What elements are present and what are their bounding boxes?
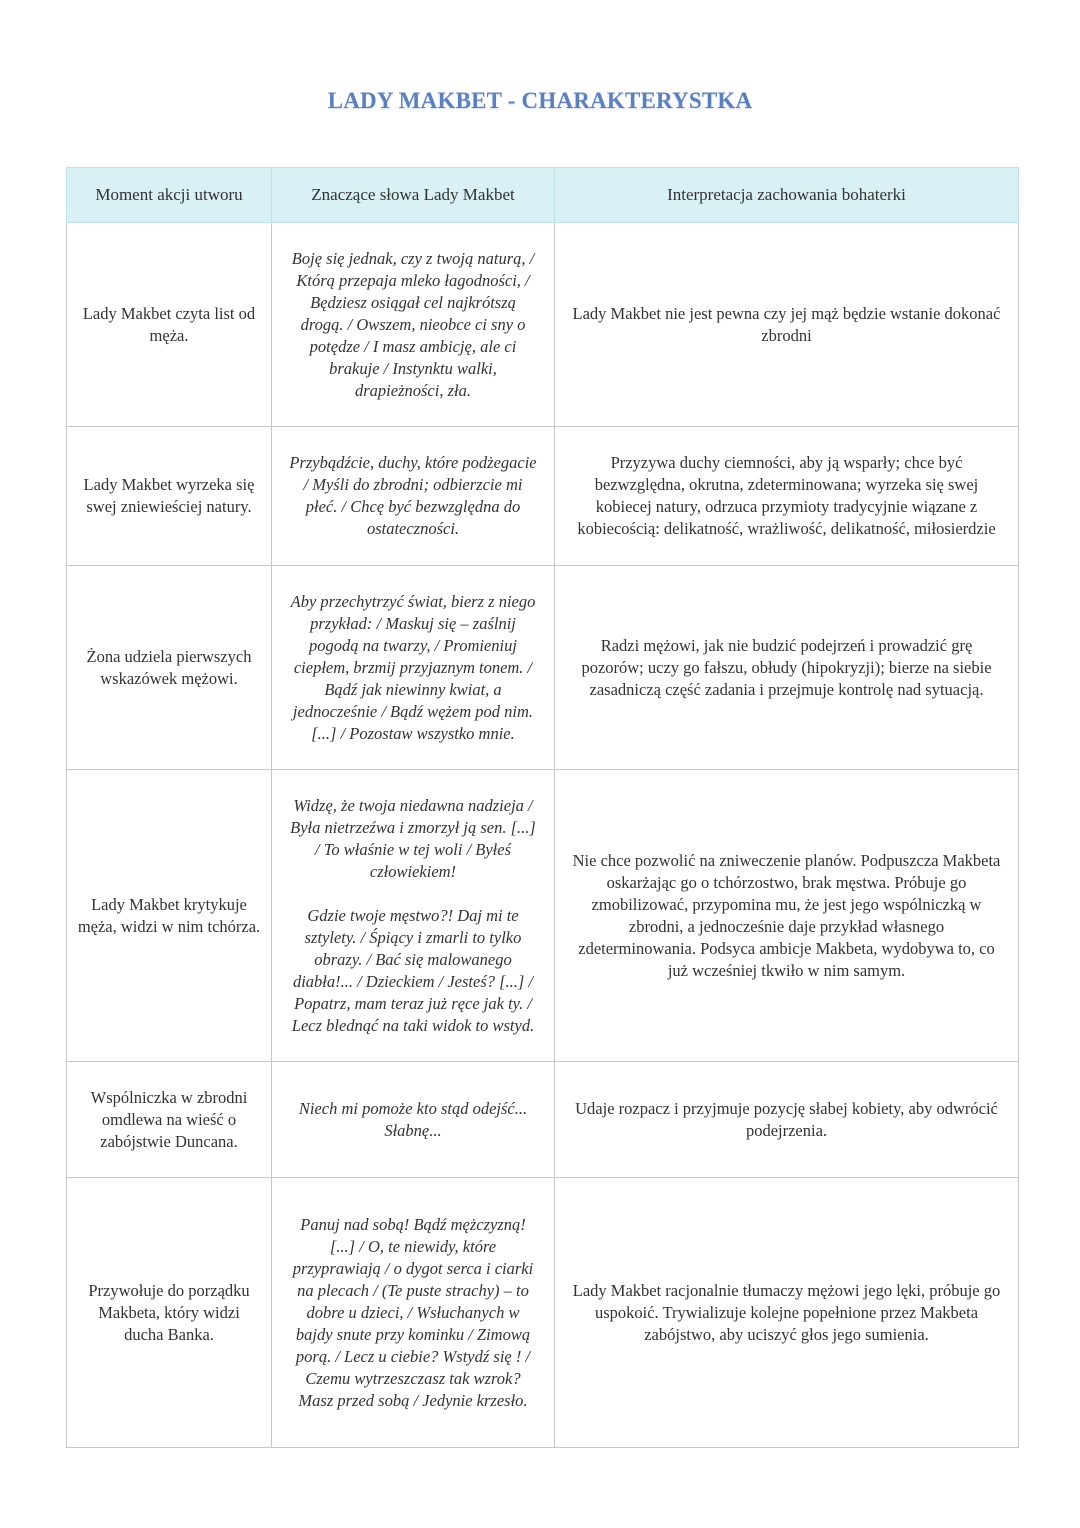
moment-cell: Lady Makbet czyta list od męża. [67,223,272,427]
interpretation-cell: Przyzywa duchy ciemności, aby ją wsparły; chce być bezwzględna, okrutna, zdeterminowana; wyrzeka się swej kobiecej natury, odrzuca przymioty tradycyjnie wiązane z kobiecością: delikatność, wrażliwość, delikatność, miłosierdzie [555,427,1019,566]
interpretation-cell: Lady Makbet nie jest pewna czy jej mąż będzie wstanie dokonać zbrodni [555,223,1019,427]
interpretation-cell: Lady Makbet racjonalnie tłumaczy mężowi jego lęki, próbuje go uspokoić. Trywializuje kolejne popełnione przez Makbeta zabójstwo, aby uciszyć głos jego sumienia. [555,1178,1019,1448]
moment-cell: Przywołuje do porządku Makbeta, który widzi ducha Banka. [67,1178,272,1448]
quote-text: Widzę, że twoja niedawna nadzieja / Była nietrzeźwa i zmorzył ją sen. [...] / To właśnie w tej woli / Byłeś człowiekiem! [290,795,536,881]
characteristics-table [66,167,1019,1448]
table-row [67,770,1019,1062]
header-moment: Moment akcji utworu [67,168,272,223]
page-title: LADY MAKBET - CHARAKTERYSTKA [327,88,753,113]
table-row [67,566,1019,770]
moment-cell: Lady Makbet krytykuje męża, widzi w nim tchórza. [67,770,272,1062]
interpretation-cell: Radzi mężowi, jak nie budzić podejrzeń i prowadzić grę pozorów; uczy go fałszu, obłudy (hipokryzji); bierze na siebie zasadniczą część zadania i przejmuje kontrolę nad sytuacją. [555,566,1019,770]
quote-text: Gdzie twoje męstwo?! Daj mi te sztylety. / Śpiący i zmarli to tylko obrazy. / Bać się malowanego diabła!... / Dzieckiem / Jesteś? [...] / Popatrz, mam teraz już ręce jak ty. / Lecz blednąć na taki widok to wstyd. [291,905,535,1035]
table-row [67,223,1019,427]
moment-cell: Lady Makbet wyrzeka się swej zniewieściej natury. [67,427,272,566]
table-row [67,1178,1019,1448]
table-header-row [67,168,1019,223]
header-quote: Znaczące słowa Lady Makbet [272,168,555,223]
quote-cell [272,427,555,566]
moment-cell: Żona udziela pierwszych wskazówek mężowi. [67,566,272,770]
quote-cell [272,1062,555,1178]
quote-text: Niech mi pomoże kto stąd odejść... Słabnę... [298,1098,528,1140]
quote-cell [272,566,555,770]
interpretation-cell: Udaje rozpacz i przyjmuje pozycję słabej kobiety, aby odwrócić podejrzenia. [555,1062,1019,1178]
quote-cell [272,223,555,427]
table-row [67,427,1019,566]
interpretation-cell: Nie chce pozwolić na zniweczenie planów. Podpuszcza Makbeta oskarżając go o tchórzostwo, brak męstwa. Próbuje go zmobilizować, przypomina mu, że jest jego wspólniczką w zbrodni, a jednocześnie daje przykład własnego zdeterminowania. Podsyca ambicje Makbeta, wydobywa to, co już wcześniej tkwiło w nim samym. [555,770,1019,1062]
moment-cell: Wspólniczka w zbrodni omdlewa na wieść o zabójstwie Duncana. [67,1062,272,1178]
quote-text: Przybądźcie, duchy, które podżegacie / Myśli do zbrodni; odbierzcie mi płeć. / Chcę być bezwzględna do ostateczności. [289,453,537,538]
quote-text: Aby przechytrzyć świat, bierz z niego przykład: / Maskuj się – zaślnij pogodą na twarzy, / Promieniuj ciepłem, brzmij przyjaznym tonem. / Bądź jak niewinny kwiat, a jednocześnie / Bądź wężem pod nim. [...] / Pozostaw wszystko mnie. [290,591,536,743]
quote-text: Panuj nad sobą! Bądź mężczyzną! [...] / O, te niewidy, które przyprawiają / o dygot serca i ciarki na plecach / (Te puste strachy) – to dobre u dzieci, / Wsłuchanych w bajdy snute przy kominku / Zimową porą. / Lecz u ciebie? Wstydź się ! / Czemu wytrzeszczasz tak wzrok? Masz przed sobą / Jedynie krzesło. [292,1214,534,1410]
header-interpretation: Interpretacja zachowania bohaterki [555,168,1019,223]
quote-cell [272,770,555,1062]
quote-cell [272,1178,555,1448]
quote-text: Boję się jednak, czy z twoją naturą, / Którą przepaja mleko łagodności, / Będziesz osiągał cel najkrótszą drogą. / Owszem, nieobce ci sny o potędze / I masz ambicję, ale ci brakuje / Instynktu walki, drapieżności, zła. [291,248,535,400]
table-row [67,1062,1019,1178]
